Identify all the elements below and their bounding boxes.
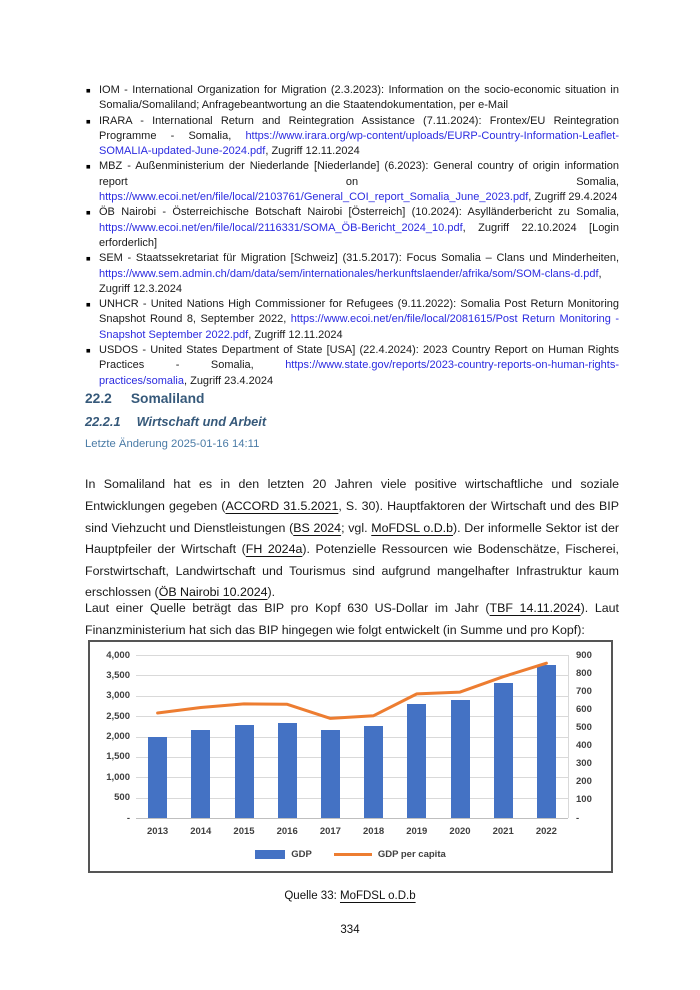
x-axis-label: 2019: [406, 826, 428, 837]
left-axis-tick: 3,000: [106, 690, 130, 702]
text-run: , Zugriff 22.10.2024 [Login erforderlich]: [99, 221, 619, 249]
line-swatch-icon: [334, 853, 372, 857]
text-run: , Zugriff 12.11.2024: [265, 145, 360, 158]
chart-legend: [90, 849, 611, 860]
page-number: 334: [340, 924, 360, 936]
text-run: , Zugriff 23.4.2024: [183, 374, 274, 387]
citation-link[interactable]: FH 2024a: [245, 542, 303, 557]
hyperlink[interactable]: https://www.ecoi.net/en/file/local/2116331/SOMA_ÖB-Bericht_2024_10.pdf: [99, 221, 463, 234]
source-item: [85, 343, 619, 389]
right-axis-tick: 400: [576, 740, 592, 752]
body-paragraph-1: [85, 474, 619, 604]
gridline: [136, 818, 568, 819]
text-run: , Zugriff 29.4.2024: [528, 191, 618, 204]
left-axis-tick: -: [126, 812, 130, 824]
x-axis-label: 2020: [449, 826, 471, 837]
text-run: UNHCR - United Nations High Commissioner for Refugees (9.11.2022): Somalia Post Return Monitoring Snapshot Round 8, September 2022,: [99, 298, 619, 326]
subsection-title: Wirtschaft und Arbeit: [136, 414, 267, 429]
x-axis-label: 2016: [276, 826, 298, 837]
right-axis-tick: 700: [576, 685, 592, 697]
right-axis-tick: 600: [576, 703, 592, 715]
bullet-icon: ■: [86, 162, 91, 172]
hyperlink[interactable]: https://www.irara.org/wp-content/uploads/EURP-Country-Information-Leaflet-SOMALIA-updated-June-2024.pdf: [99, 129, 619, 158]
chart-caption: [0, 890, 700, 902]
hyperlink[interactable]: https://www.ecoi.net/en/file/local/2081615/Post Return Monitoring - Snapshot September 2022.pdf: [99, 313, 619, 341]
chart-plot-area: [136, 655, 569, 818]
right-axis-tick: 500: [576, 721, 592, 733]
text-run: , S. 30). Hauptfaktoren der Wirtschaft und des BIP sind Viehzucht und Dienstleistungen (: [85, 498, 619, 535]
legend-label: GDP per capita: [377, 849, 446, 860]
left-axis-tick: 3,500: [106, 669, 130, 681]
x-axis-label: 2022: [535, 826, 557, 837]
subsection-heading: [85, 414, 619, 429]
subsection-number: 22.2.1: [85, 414, 121, 429]
section-heading: [85, 391, 619, 406]
text-run: ). Der informelle Sektor ist der Hauptpfeiler der Wirtschaft (: [85, 520, 619, 557]
gdp-per-capita-line: [136, 655, 568, 818]
citation-link[interactable]: ÖB Nairobi 10.2024: [158, 585, 268, 600]
x-axis-label: 2015: [233, 826, 255, 837]
section-title: Somaliland: [130, 391, 205, 406]
right-axis-tick: -: [576, 812, 580, 824]
text-run: SEM - Staatssekretariat für Migration [Schweiz] (31.5.2017): Focus Somalia – Clans und Minderheiten,: [99, 252, 619, 265]
hyperlink[interactable]: https://www.ecoi.net/en/file/local/2103761/General_COI_report_Somalia_June_2023.pdf: [99, 191, 529, 204]
citation-link[interactable]: MoFDSL o.D.b: [371, 520, 454, 535]
text-run: USDOS - United States Department of State [USA] (22.4.2024): 2023 Country Report on Human Rights Practices - Somalia,: [99, 344, 619, 372]
source-item: [85, 251, 619, 297]
source-item: [85, 297, 619, 343]
x-axis-label: 2018: [363, 826, 385, 837]
text-run: , Zugriff 12.11.2024: [248, 328, 343, 341]
legend-item-gdp-per-capita: [334, 849, 446, 860]
citation-link[interactable]: TBF 14.11.2024: [489, 601, 581, 616]
gdp-chart: [88, 640, 613, 873]
source-item: [85, 114, 619, 160]
legend-item-gdp: [255, 849, 312, 860]
section-number: 22.2: [85, 391, 112, 406]
text-run: , Zugriff 12.3.2024: [99, 267, 602, 295]
source-item: [85, 159, 619, 205]
source-item: [85, 205, 619, 251]
x-axis-label: 2013: [147, 826, 169, 837]
left-axis-tick: 4,000: [106, 649, 130, 661]
left-axis-tick: 2,000: [106, 731, 130, 742]
x-axis-label: 2017: [319, 826, 341, 837]
caption-source-link[interactable]: MoFDSL o.D.b: [339, 890, 416, 902]
right-axis-tick: 800: [576, 667, 592, 679]
source-list: [85, 83, 619, 389]
citation-link[interactable]: BS 2024: [293, 520, 342, 535]
right-axis-tick: 300: [576, 758, 592, 770]
left-axis-tick: 1,500: [106, 751, 130, 763]
text-run: ). Laut Finanzministerium hat sich das BIP hingegen wie folgt entwickelt (in Summe und pro Kopf):: [85, 601, 619, 637]
hyperlink[interactable]: https://www.state.gov/reports/2023-country-reports-on-human-rights-practices/somalia: [99, 359, 619, 387]
bar-swatch-icon: [255, 850, 285, 859]
source-item: [85, 83, 619, 114]
left-axis-tick: 500: [114, 792, 130, 804]
x-axis-label: 2014: [190, 826, 212, 837]
hyperlink[interactable]: https://www.sem.admin.ch/dam/data/sem/internationales/herkunftslaender/afrika/som/SOM-clans-d.pdf: [99, 267, 599, 280]
text-run: Laut einer Quelle beträgt das BIP pro Kopf 630 US-Dollar im Jahr (: [85, 601, 490, 616]
text-run: ).: [267, 585, 276, 600]
last-change-note: Letzte Änderung 2025-01-16 14:11: [85, 438, 260, 450]
right-axis-tick: 200: [576, 776, 592, 788]
bullet-icon: ■: [86, 346, 91, 356]
text-run: ÖB Nairobi - Österreichische Botschaft Nairobi [Österreich] (10.2024): Asylländerbericht zu Somalia,: [99, 206, 619, 219]
bullet-icon: ■: [86, 86, 91, 95]
text-run: ; vgl.: [341, 520, 372, 535]
bullet-icon: ■: [86, 300, 91, 310]
citation-link[interactable]: ACCORD 31.5.2021: [225, 498, 339, 513]
body-paragraph-2: [85, 598, 619, 641]
text-run: In Somaliland hat es in den letzten 20 Jahren viele positive wirtschaftliche und soziale Entwicklungen gegeben (: [85, 477, 619, 513]
x-axis-label: 2021: [492, 826, 514, 837]
text-run: ). Potenzielle Ressourcen wie Bodenschätze, Fischerei, Forstwirtschaft, Landwirtschaft und Tourismus sind aufgrund mangelhafter Infrastruktur kaum erschlossen (: [85, 542, 619, 600]
legend-label: GDP: [291, 849, 312, 860]
caption-prefix: Quelle 33:: [284, 890, 340, 902]
text-run: IOM - International Organization for Migration (2.3.2023): Information on the socio-economic situation in Somalia/Somaliland; Anfragebeantwortung an die Staatendokumentation, per e-Mail: [99, 84, 619, 112]
bullet-icon: ■: [86, 254, 91, 264]
bullet-icon: ■: [86, 116, 91, 126]
text-run: IRARA - International Return and Reintegration Assistance (7.11.2024): Frontex/EU Reintegration Programme - Somalia,: [99, 114, 619, 142]
right-axis-tick: 100: [576, 794, 592, 806]
left-axis-tick: 2,500: [106, 710, 130, 722]
bullet-icon: ■: [86, 208, 91, 218]
right-axis-tick: 900: [576, 649, 592, 661]
left-axis-tick: 1,000: [106, 771, 130, 783]
text-run: MBZ - Außenministerium der Niederlande [Niederlande] (6.2023): General country of origin information report on Somalia,: [99, 160, 619, 188]
